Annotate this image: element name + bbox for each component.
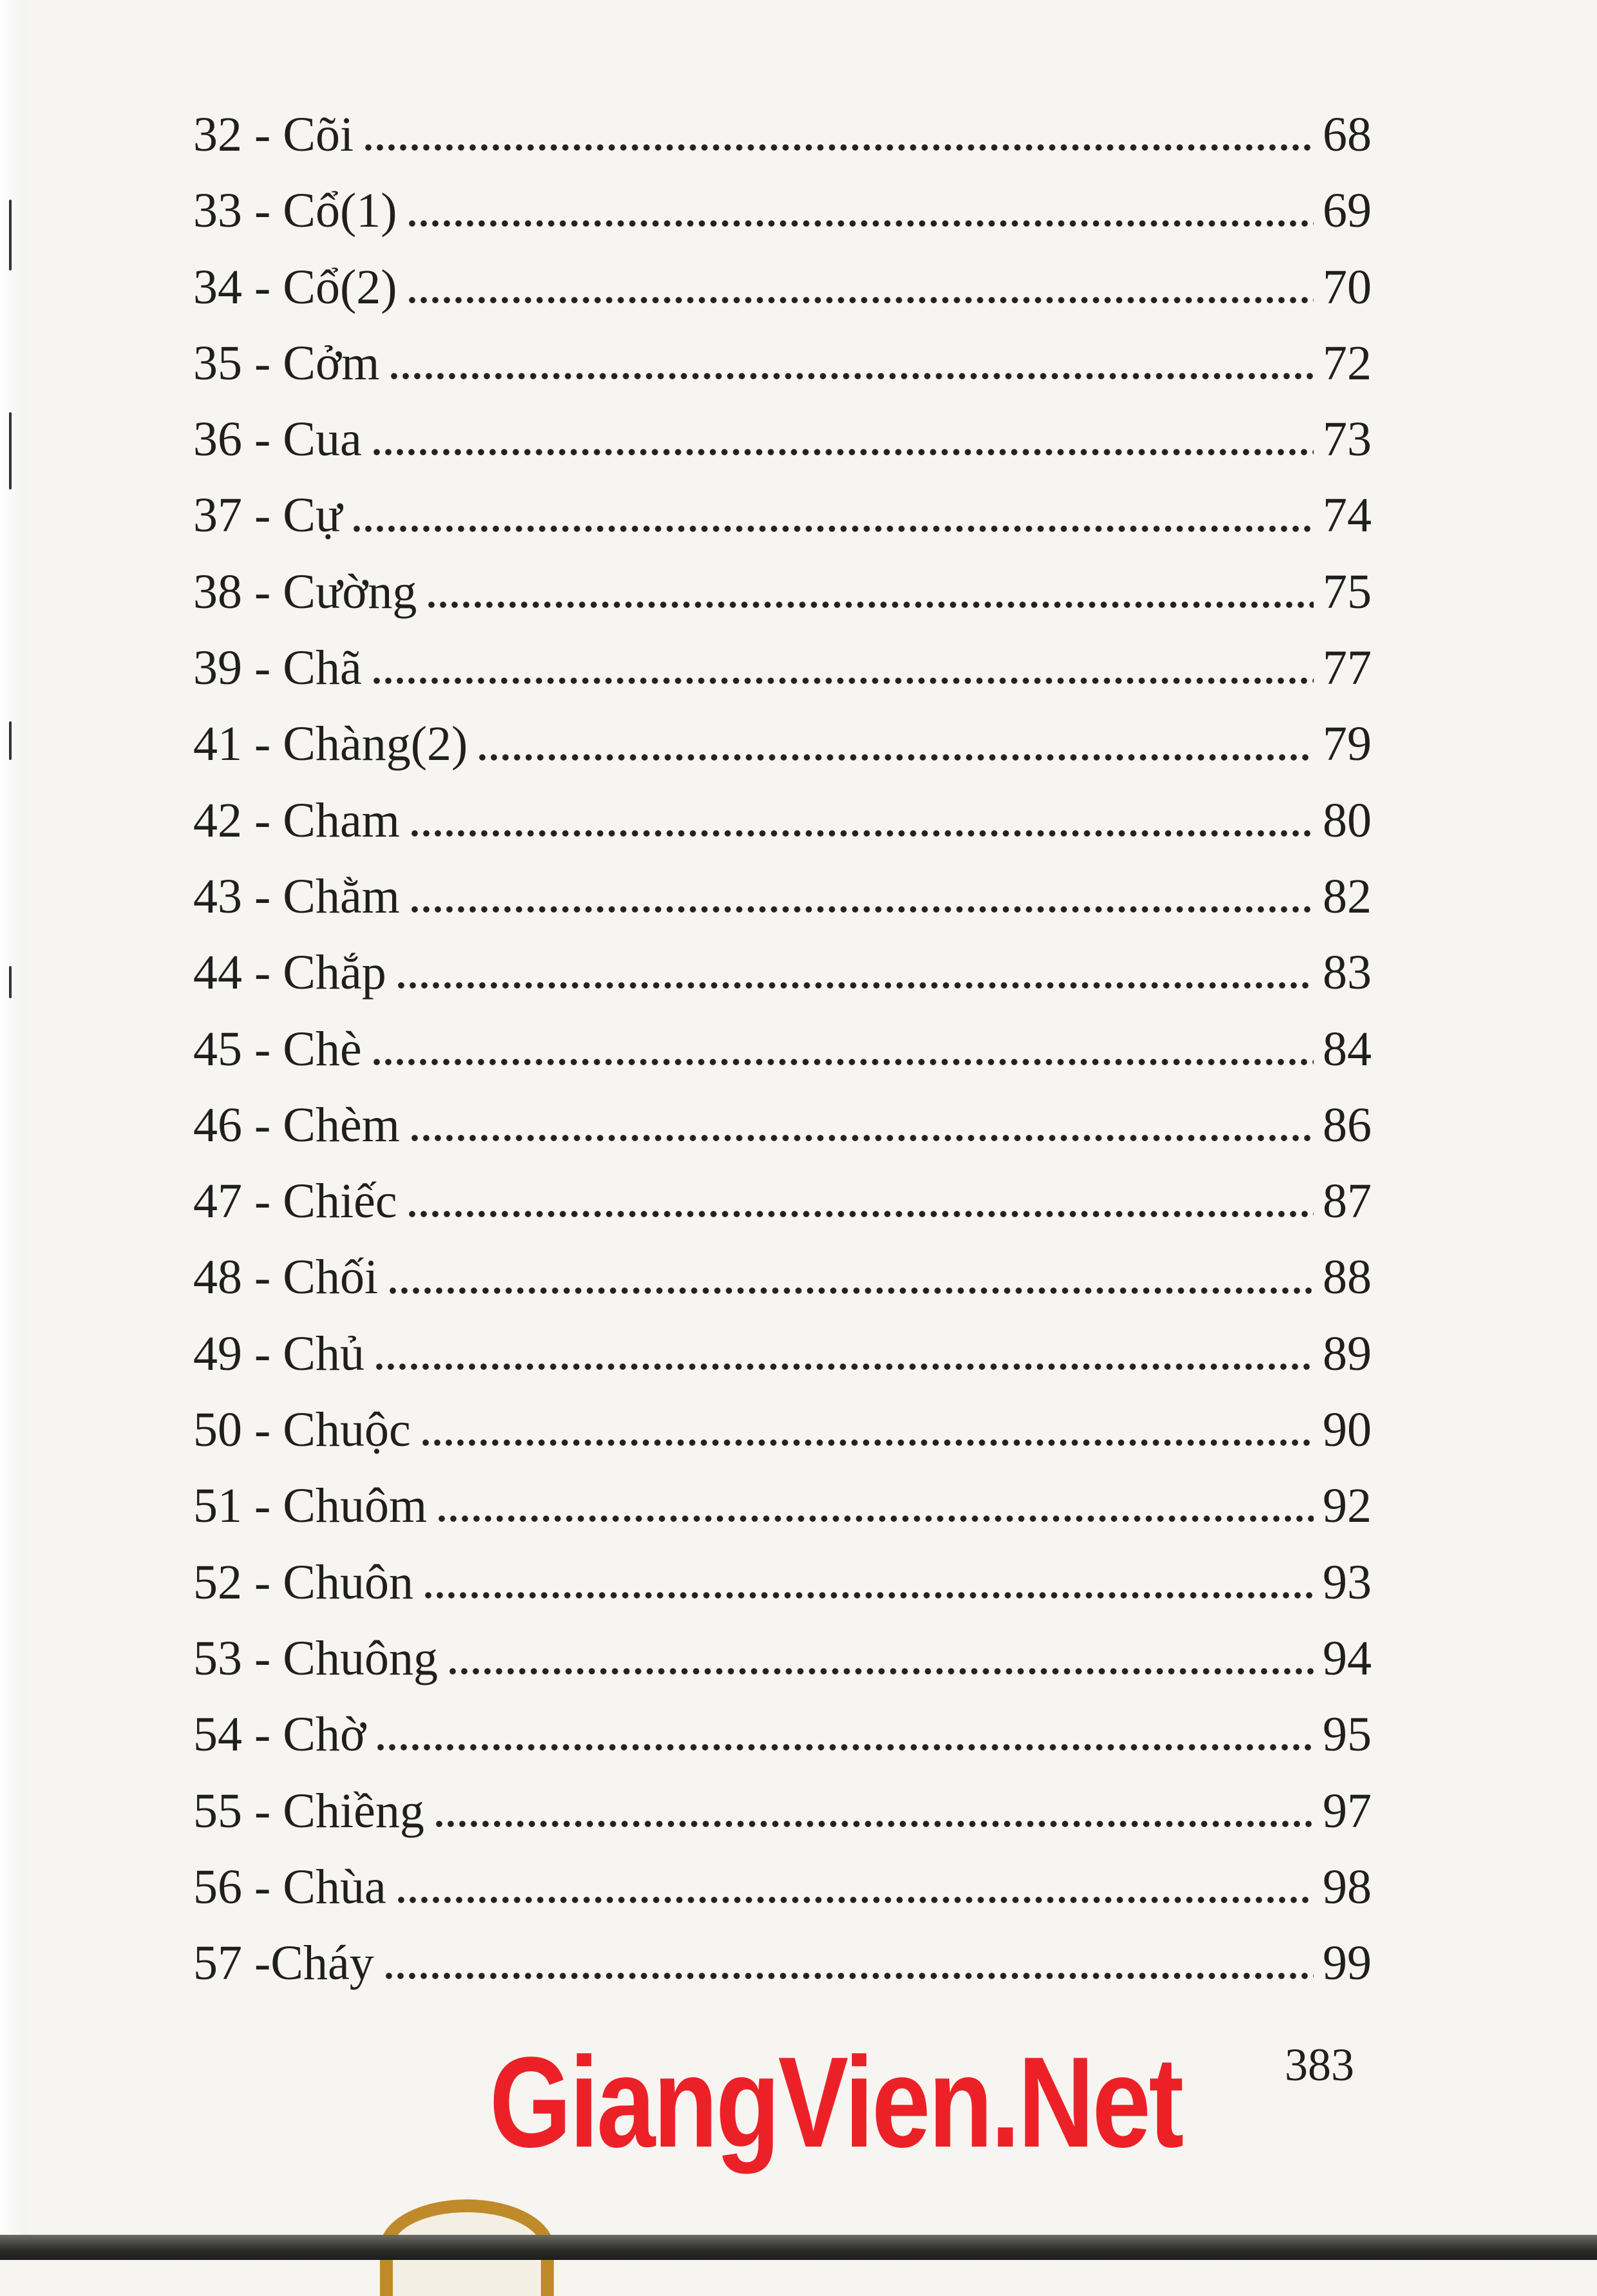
toc-entry: [193, 1011, 1372, 1087]
dot-leader: [477, 751, 1314, 764]
toc-entry-title: 44 - Chắp: [193, 945, 386, 1000]
page-bottom-edge: [0, 2235, 1597, 2260]
toc-entry: [193, 1087, 1372, 1163]
scan-mark: [9, 200, 12, 270]
dot-leader: [447, 1665, 1314, 1678]
toc-entry: [193, 1468, 1372, 1544]
toc-entry-page: 69: [1323, 184, 1372, 238]
toc-entry-page: 84: [1323, 1021, 1372, 1076]
toc-entry-title: 57 -Cháy: [193, 1936, 374, 1991]
toc-entry-title: 34 - Cổ(2): [193, 260, 397, 314]
toc-entry-title: 39 - Chã: [193, 641, 362, 696]
toc-entry: [193, 554, 1372, 630]
toc-entry-page: 97: [1323, 1783, 1372, 1838]
toc-entry-title: 47 - Chiếc: [193, 1174, 397, 1229]
dot-leader: [371, 446, 1314, 459]
toc-entry-page: 93: [1323, 1555, 1372, 1609]
scan-mark: [9, 412, 12, 489]
dot-leader: [409, 903, 1314, 916]
dot-leader: [375, 1741, 1314, 1754]
toc-entry-title: 37 - Cự: [193, 488, 343, 543]
dot-leader: [409, 1132, 1314, 1144]
toc-entry: [193, 935, 1372, 1010]
toc-entry-page: 75: [1323, 564, 1372, 619]
toc-entry-title: 33 - Cổ(1): [193, 184, 397, 238]
toc-entry-page: 92: [1323, 1479, 1372, 1533]
page-number: 383: [1285, 2039, 1354, 2091]
dot-leader: [409, 827, 1314, 840]
toc-entry-title: 53 - Chuông: [193, 1631, 438, 1685]
toc-entry-page: 95: [1323, 1707, 1372, 1762]
toc-entry-title: 56 - Chùa: [193, 1859, 386, 1914]
dot-leader: [406, 294, 1314, 307]
toc-entry-title: 50 - Chuộc: [193, 1403, 411, 1457]
toc-entry: [193, 1239, 1372, 1315]
dot-leader: [388, 370, 1314, 383]
dot-leader: [371, 674, 1314, 687]
toc-entry-page: 77: [1323, 641, 1372, 696]
toc-entry: [193, 706, 1372, 782]
toc-entry-page: 89: [1323, 1326, 1372, 1381]
toc-entry-page: 68: [1323, 108, 1372, 162]
toc-entry-title: 43 - Chằm: [193, 869, 400, 924]
dot-leader: [420, 1436, 1314, 1449]
dot-leader: [433, 1817, 1314, 1830]
toc-entry-page: 83: [1323, 945, 1372, 1000]
table-of-contents: [193, 97, 1372, 2001]
toc-entry-title: 32 - Cõi: [193, 108, 354, 162]
dot-leader: [383, 1969, 1314, 1982]
dot-leader: [395, 979, 1314, 992]
toc-entry-title: 49 - Chủ: [193, 1326, 364, 1381]
toc-entry: [193, 1620, 1372, 1696]
dot-leader: [363, 141, 1314, 154]
toc-entry-title: 52 - Chuôn: [193, 1555, 413, 1609]
dot-leader: [422, 1589, 1314, 1602]
toc-entry: [193, 630, 1372, 706]
toc-entry-title: 48 - Chối: [193, 1250, 379, 1305]
toc-entry-page: 72: [1323, 336, 1372, 390]
toc-entry-page: 98: [1323, 1859, 1372, 1914]
dot-leader: [387, 1284, 1314, 1297]
toc-entry-page: 87: [1323, 1174, 1372, 1229]
dot-leader: [373, 1360, 1314, 1373]
toc-entry-page: 73: [1323, 412, 1372, 467]
dot-leader: [351, 522, 1314, 535]
toc-entry-title: 36 - Cua: [193, 412, 362, 467]
toc-entry: [193, 325, 1372, 401]
toc-entry-page: 88: [1323, 1250, 1372, 1305]
dot-leader: [406, 1208, 1314, 1220]
toc-entry-title: 55 - Chiềng: [193, 1783, 424, 1838]
toc-entry: [193, 1163, 1372, 1239]
toc-entry: [193, 1392, 1372, 1468]
scan-mark: [9, 966, 12, 998]
toc-entry: [193, 97, 1372, 173]
scan-edge: [0, 0, 26, 2260]
toc-entry: [193, 1696, 1372, 1772]
dot-leader: [371, 1056, 1314, 1068]
toc-entry: [193, 173, 1372, 249]
toc-entry: [193, 249, 1372, 325]
toc-entry: [193, 1925, 1372, 2001]
toc-entry-title: 42 - Cham: [193, 793, 400, 848]
toc-entry-page: 70: [1323, 260, 1372, 314]
toc-entry-title: 35 - Cởm: [193, 336, 380, 390]
scan-mark: [9, 721, 12, 760]
toc-entry-title: 45 - Chè: [193, 1021, 362, 1076]
toc-entry: [193, 1773, 1372, 1849]
toc-entry-page: 99: [1323, 1936, 1372, 1991]
toc-entry: [193, 1849, 1372, 1925]
toc-entry: [193, 477, 1372, 553]
toc-entry: [193, 401, 1372, 477]
watermark-logo: GiangVien.Net: [489, 2031, 1182, 2174]
dot-leader: [426, 598, 1314, 611]
toc-entry-page: 79: [1323, 717, 1372, 772]
toc-entry: [193, 783, 1372, 859]
toc-entry-title: 46 - Chèm: [193, 1097, 400, 1152]
toc-entry-title: 51 - Chuôm: [193, 1479, 428, 1533]
dot-leader: [395, 1893, 1314, 1906]
toc-entry-page: 74: [1323, 488, 1372, 543]
toc-entry: [193, 1544, 1372, 1620]
toc-entry: [193, 1316, 1372, 1392]
toc-entry: [193, 859, 1372, 935]
toc-entry-page: 90: [1323, 1403, 1372, 1457]
toc-entry-page: 86: [1323, 1097, 1372, 1152]
toc-entry-title: 41 - Chàng(2): [193, 717, 468, 772]
toc-entry-title: 38 - Cường: [193, 564, 417, 619]
toc-entry-title: 54 - Chờ: [193, 1707, 366, 1762]
toc-entry-page: 82: [1323, 869, 1372, 924]
dot-leader: [406, 217, 1314, 230]
toc-entry-page: 80: [1323, 793, 1372, 848]
toc-entry-page: 94: [1323, 1631, 1372, 1685]
dot-leader: [436, 1512, 1314, 1525]
